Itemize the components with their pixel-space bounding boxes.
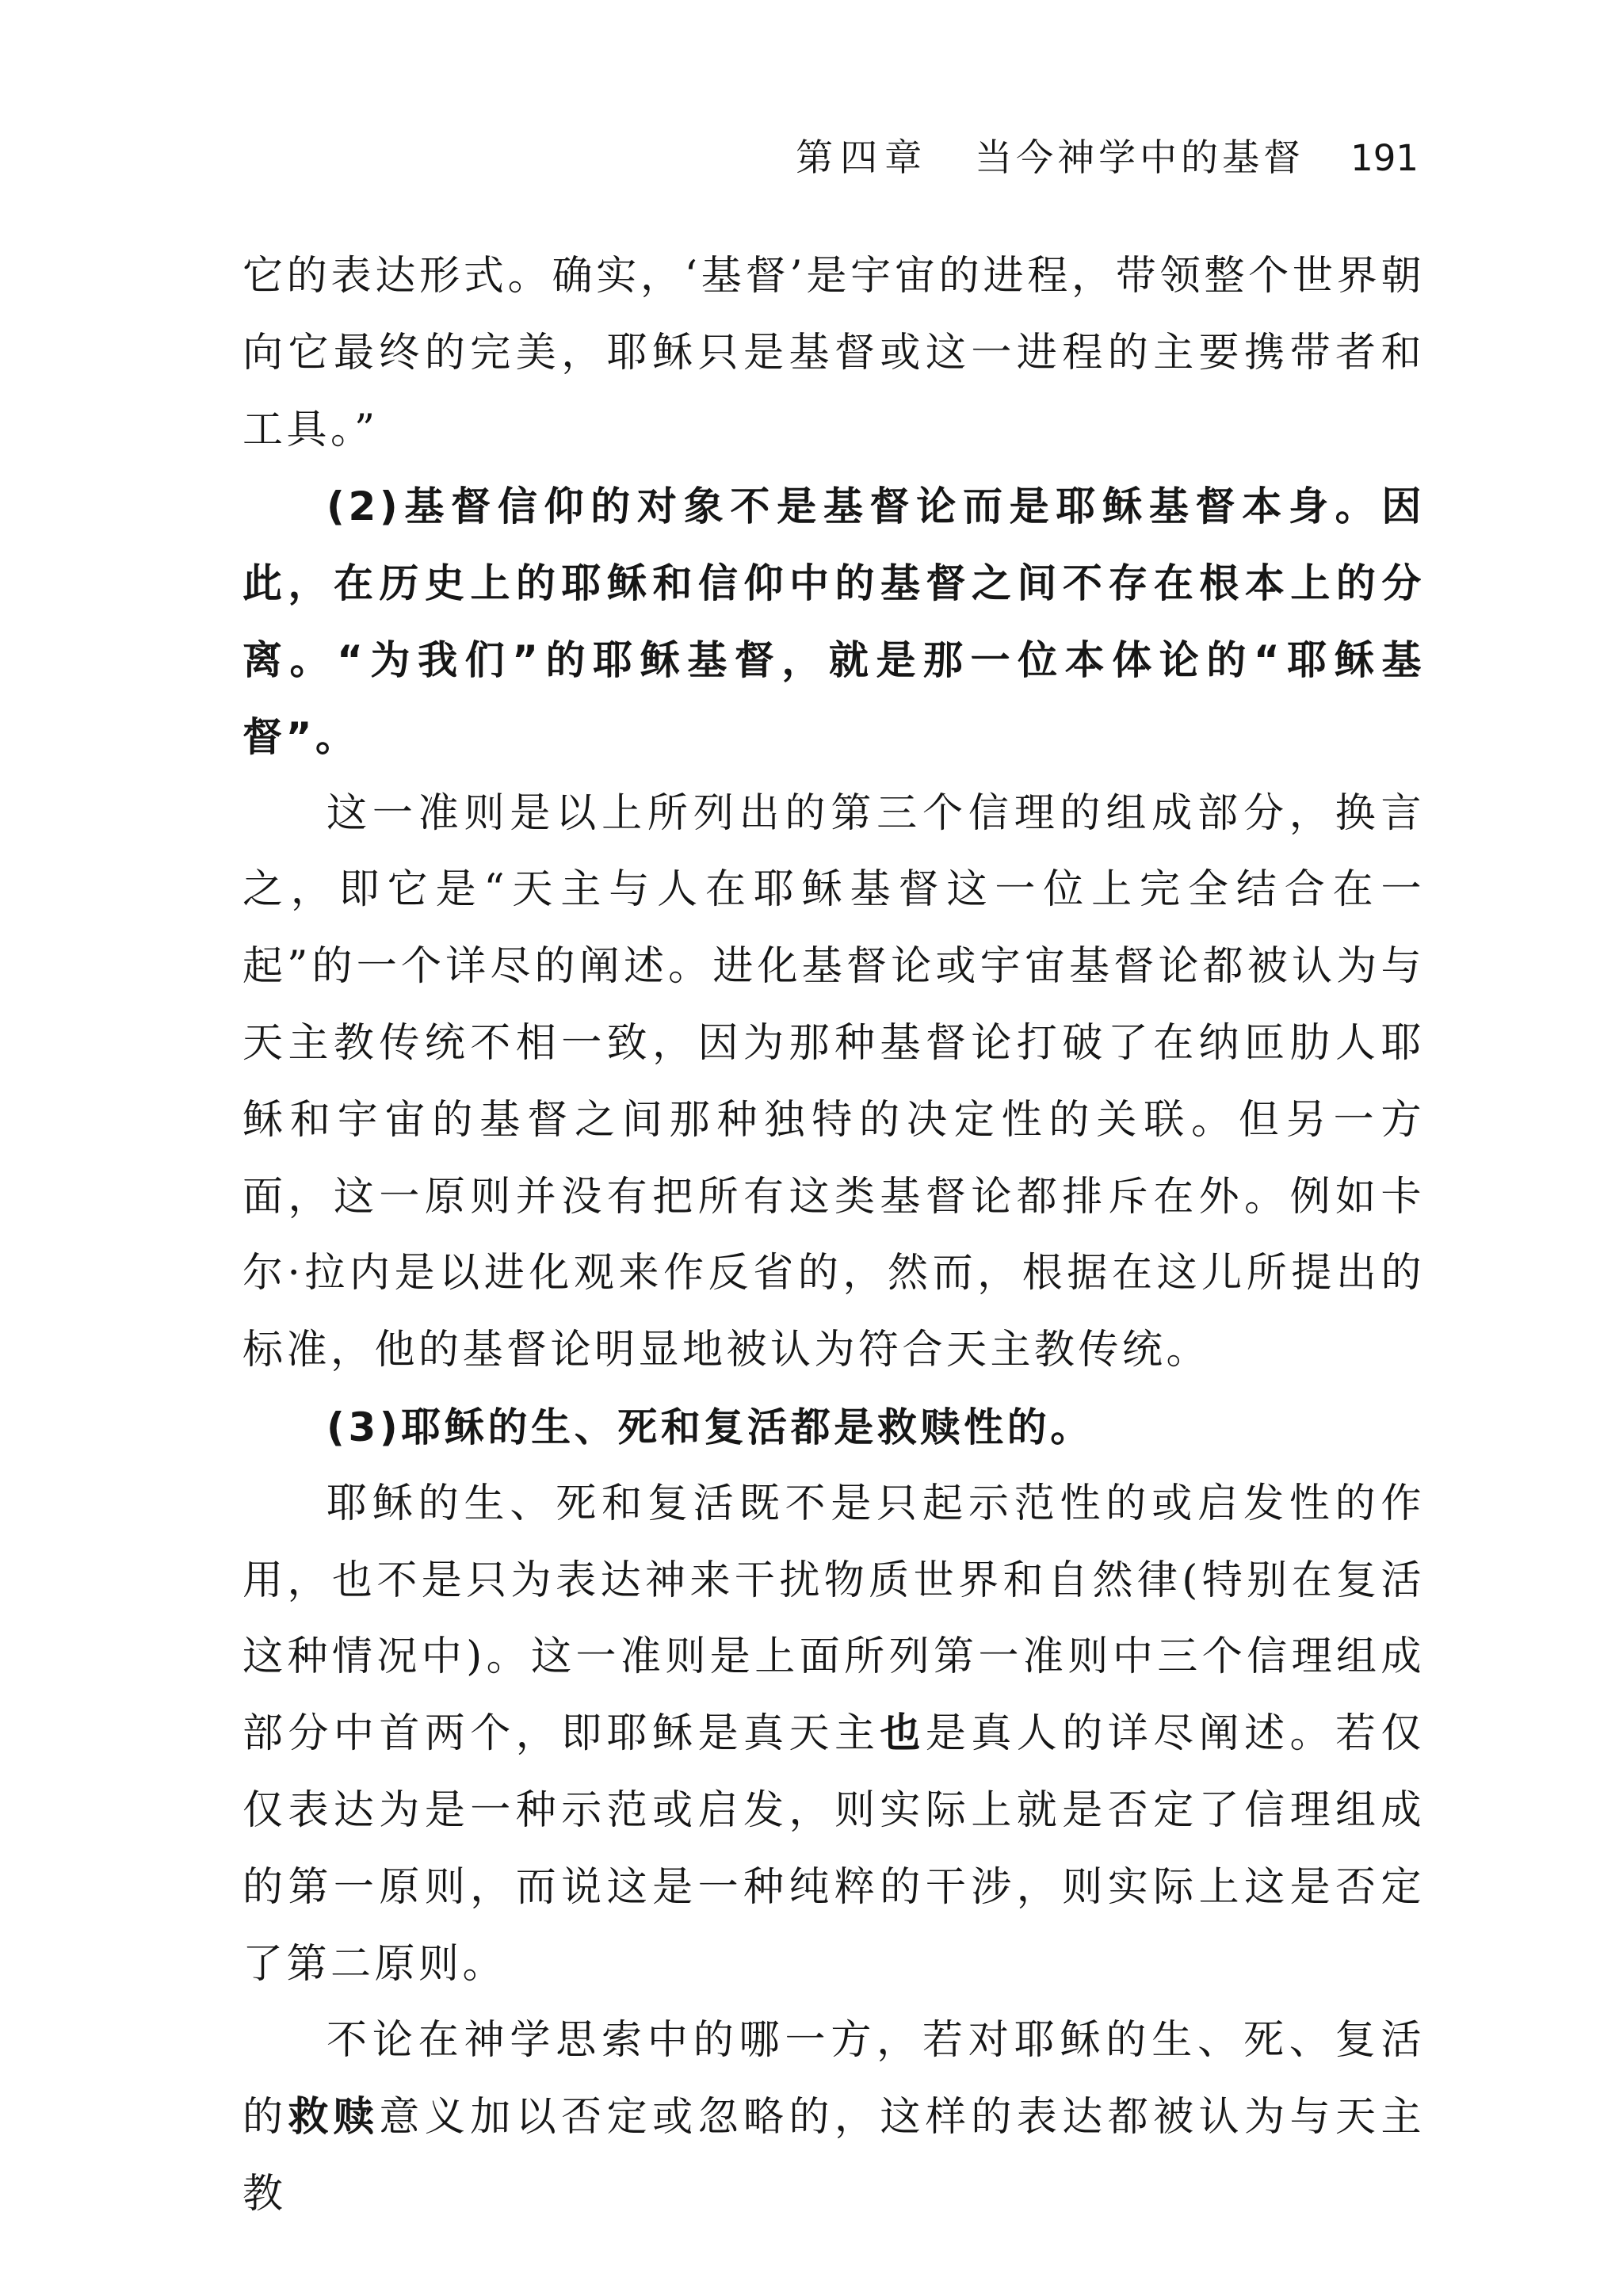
body-text [242,239,1425,2233]
paragraph-text-part: 是真人的详尽阐述。若仅仅表达为是一种示范或启发，则实际上就是否定了信理组成的第一原则，而说这是一种纯粹的干涉，则实际上这是否定了第二原则。 [242,1710,1425,1988]
running-header [796,135,1419,182]
criterion-2-heading: (2)基督信仰的对象不是基督论而是耶稣基督本身。因此，在历史上的耶稣和信仰中的基督之间不存在根本上的分离。“为我们”的耶稣基督，就是那一位本体论的“耶稣基督”。 [242,483,1425,760]
paragraph-text-part: 耶稣的生、死和复活既不是只起示范性的或启发性的作用，也不是只为表达神来干扰物质世界和自然律(特别在复活这种情况中)。这一准则是上面所列第一准则中三个信理组成部分中首两个，即耶稣是真天主 [242,1480,1425,1758]
page-number: 191 [1350,137,1419,179]
paragraph-redemption [242,2003,1425,2233]
emphasis-also: 也 [880,1710,926,1758]
emphasis-redemption: 救赎 [288,2094,380,2141]
paragraph-criterion-3-explanation [242,1466,1425,2004]
criterion-3-heading: (3)耶稣的生、死和复活都是救赎性的。 [327,1404,1094,1450]
paragraph-text-part: 意义加以否定或忽略的，这样的表达都被认为与天主教 [242,2094,1425,2218]
paragraph-quote-ending: 它的表达形式。确实，‘基督’是宇宙的进程，带领整个世界朝向它最终的完美，耶稣只是基督或这一进程的主要携带者和工具。” [242,253,1425,453]
paragraph-text-part: 不论在神学思索中的哪一方，若对耶稣的生、死、复活的 [242,2017,1425,2141]
paragraph-criterion-2-explanation: 这一准则是以上所列出的第三个信理的组成部分，换言之，即它是“天主与人在耶稣基督这一位上完全结合在一起”的一个详尽的阐述。进化基督论或宇宙基督论都被认为与天主教传统不相一致，因为那种基督论打破了在纳匝肋人耶稣和宇宙的基督之间那种独特的决定性的关联。但另一方面，这一原则并没有把所有这类基督论都排斥在外。例如卡尔·拉内是以进化观来作反省的，然而，根据在这儿所提出的标准，他的基督论明显地被认为符合天主教传统。 [242,789,1425,1374]
chapter-label: 第四章 [796,136,930,180]
chapter-title: 当今神学中的基督 [975,136,1305,180]
